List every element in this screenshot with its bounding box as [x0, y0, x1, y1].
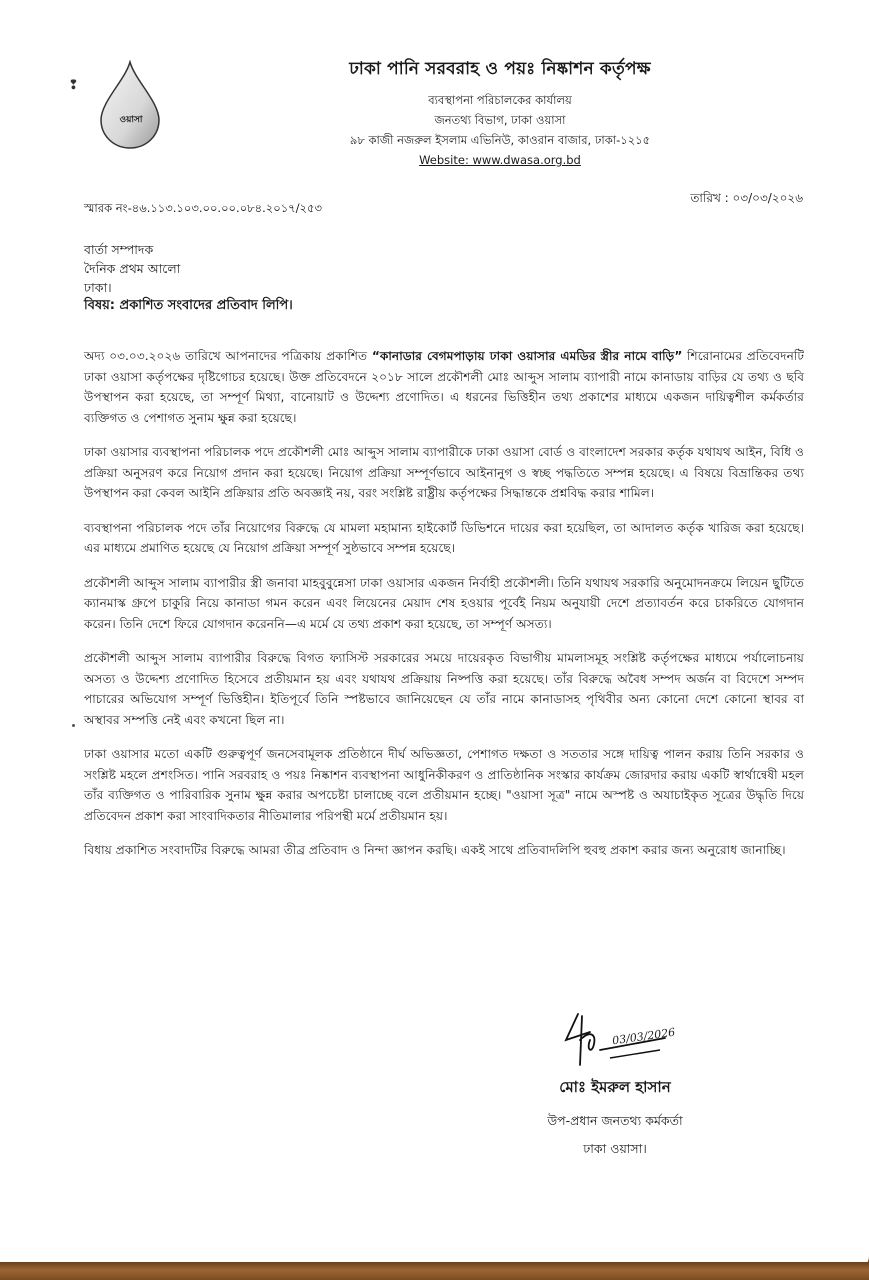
- stray-ink-mark: ❢: [68, 78, 79, 93]
- paragraph-text: শিরোনামের প্রতিবেদনটি ঢাকা ওয়াসা কর্তৃপক্ষের দৃষ্টিগোচর হয়েছে। উক্ত প্রতিবেদনে ২০১৮ সালে প্রকৌশলী মোঃ আব্দুস সালাম ব্যাপারী নামে কানাডায় বাড়ির যে তথ্য ও ছবি উপস্থাপন করা হয়েছে, তা সম্পূর্ণ মিথ্যা, বানোয়াট ও উদ্দেশ্য প্রণোদিত। এ ধরনের ভিত্তিহীন তথ্য প্রকাশের মাধ্যমে একজন দায়িত্বশীল কর্মকর্তার ব্যক্তিগত ও পেশাগত সুনাম ক্ষুন্ন করা হয়েছে।: [84, 349, 804, 425]
- margin-dot: [72, 724, 75, 727]
- office-name: ব্যবস্থাপনা পরিচালকের কার্যালয়: [428, 93, 572, 107]
- handwritten-signature: [500, 1010, 730, 1072]
- department-name: জনতথ্য বিভাগ, ঢাকা ওয়াসা: [434, 113, 566, 127]
- paragraph: [84, 346, 804, 428]
- subject-line: বিষয়: প্রকাশিত সংবাদের প্রতিবাদ লিপি।: [84, 298, 293, 313]
- wooden-surface: [0, 1262, 869, 1280]
- water-drop-icon: [95, 60, 165, 150]
- letterhead: [260, 56, 740, 170]
- memo-number: স্মারক নং-৪৬.১১৩.১০৩.০০.০০.০৮৪.২০১৭/২৫৩: [84, 201, 322, 215]
- paragraph: ব্যবস্থাপনা পরিচালক পদে তাঁর নিয়োগের বিরুদ্ধে যে মামলা মহামান্য হাইকোর্ট ডিভিশনে দায়ের করা হয়েছিল, তা আদালত কর্তৃক খারিজ করা হয়েছে। এর মাধ্যমে প্রমাণিত হয়েছে যে নিয়োগ প্রক্রিয়া সম্পূর্ণ সুষ্ঠভাবে সম্পন্ন হয়েছে।: [84, 520, 804, 555]
- letter-body: [84, 346, 804, 875]
- signer-name: মোঃ ইমরুল হাসান: [559, 1078, 671, 1096]
- addressee: [84, 240, 180, 297]
- letter-date: তারিখ : ০৩/০৩/২০২৬: [690, 191, 803, 205]
- paragraph: ঢাকা ওয়াসার মতো একটি গুরুত্বপূর্ণ জনসেবামূলক প্রতিষ্ঠানে দীর্ঘ অভিজ্ঞতা, পেশাগত দক্ষতা ও সততার সঙ্গে দায়িত্ব পালন করায় তিনি সরকার ও সংশ্লিষ্ট মহলে প্রশংসিত। পানি সরবরাহ ও পয়ঃ নিষ্কাশন ব্যবস্থাপনা আধুনিকীকরণ ও প্রাতিষ্ঠানিক সংস্কার কার্যক্রম জোরদার করায় একটি স্বার্থান্বেষী মহল তাঁর ব্যক্তিগত ও পারিবারিক সুনাম ক্ষুন্ন করার অপচেষ্টা চালাচ্ছে বলে প্রতীয়মান হচ্ছে। "ওয়াসা সূত্র" নামে অস্পষ্ট ও অযাচাইকৃত সূত্রের উদ্ধৃতি দিয়ে প্রতিবেদন প্রকাশ করা সাংবাদিকতার নীতিমালার পরিপন্থী মর্মে প্রতীয়মান হয়।: [84, 747, 804, 823]
- logo-text: ওয়াসা: [119, 115, 143, 125]
- office-address: ৯৮ কাজী নজরুল ইসলাম এভিনিউ, কাওরান বাজার, ঢাকা-১২১৫: [349, 133, 651, 147]
- signature-block: [500, 1010, 730, 1161]
- addressee-line: ঢাকা।: [84, 280, 112, 295]
- paragraph: প্রকৌশলী আব্দুস সালাম ব্যাপারীর স্ত্রী জনাবা মাহবুবুন্নেসা ঢাকা ওয়াসার একজন নির্বাহী প্রকৌশলী। তিনি যথাযথ সরকারি অনুমোদনক্রমে লিয়েন ছুটিতে ক্যানমাস্ক গ্রুপে চাকুরি নিয়ে কানাডা গমন করেন এবং লিয়েনের মেয়াদ শেষ হওয়ার পূর্বেই নিয়ম অনুযায়ী দেশে প্রত্যাবর্তন করে চাকরিতে যোগদান করেন। তিনি দেশে ফিরে যোগদান করেননি—এ মর্মে যে তথ্য প্রকাশ করা হয়েছে, তা সম্পূর্ণ অসত্য।: [84, 575, 804, 631]
- signer-title: উপ-প্রধান জনতথ্য কর্মকর্তা: [547, 1113, 683, 1128]
- paragraph: বিধায় প্রকাশিত সংবাদটির বিরুদ্ধে আমরা তীব্র প্রতিবাদ ও নিন্দা জ্ঞাপন করছি। একই সাথে প্রতিবাদলিপি হুবহু প্রকাশ করার জন্য অনুরোধ জানাচ্ছি।: [84, 843, 786, 857]
- paragraph-text: অদ্য ০৩.০৩.২০২৬ তারিখে আপনাদের পত্রিকায় প্রকাশিত: [84, 349, 372, 363]
- organization-name: ঢাকা পানি সরবরাহ ও পয়ঃ নিষ্কাশন কর্তৃপক্ষ: [349, 59, 651, 79]
- paragraph: ঢাকা ওয়াসার ব্যবস্থাপনা পরিচালক পদে প্রকৌশলী মোঃ আব্দুস সালাম ব্যাপারীকে ঢাকা ওয়াসা বোর্ড ও বাংলাদেশ সরকার কর্তৃক যথাযথ আইন, বিধি ও প্রক্রিয়া অনুসরণ করে নিয়োগ প্রদান করা হয়েছে। নিয়োগ প্রক্রিয়া সম্পূর্ণভাবে আইনানুগ ও স্বচ্ছ পদ্ধতিতে সম্পন্ন হয়েছে। এ বিষয়ে বিভ্রান্তিকর তথ্য উপস্থাপন করা কেবল আইনি প্রক্রিয়ার প্রতি অবজ্ঞাই নয়, বরং সংশ্লিষ্ট রাষ্ট্রীয় কর্তৃপক্ষের সিদ্ধান্তকে প্রশ্নবিদ্ধ করার শামিল।: [84, 445, 804, 500]
- signature-date: 03/03/2026: [611, 1025, 677, 1048]
- addressee-line: দৈনিক প্রথম আলো: [84, 261, 181, 276]
- website-link[interactable]: Website: www.dwasa.org.bd: [419, 153, 581, 167]
- signer-organization: ঢাকা ওয়াসা।: [583, 1141, 647, 1156]
- paragraph: প্রকৌশলী আব্দুস সালাম ব্যাপারীর বিরুদ্ধে বিগত ফ্যাসিস্ট সরকারের সময়ে দায়েরকৃত বিভাগীয় মামলাসমূহ সংশ্লিষ্ট কর্তৃপক্ষের মাধ্যমে পর্যালোচনায় অসত্য ও উদ্দেশ্য প্রণোদিত হিসেবে প্রতীয়মান হয় এবং যথাযথ প্রক্রিয়ায় নিষ্পত্তি করা হয়েছে। তাঁর বিরুদ্ধে অবৈধ সম্পদ অর্জন বা বিদেশে সম্পদ পাচারের অভিযোগ সম্পূর্ণ ভিত্তিহীন। ইতিপূর্বে তিনি স্পষ্টভাবে জানিয়েছেন যে তাঁর নামে কানাডাসহ পৃথিবীর অন্য কোনো দেশে কোনো স্থাবর বা অস্থাবর সম্পত্তি নেই এবং কখনো ছিল না।: [84, 651, 804, 727]
- addressee-line: বার্তা সম্পাদক: [84, 242, 154, 257]
- wasa-logo: [95, 60, 165, 150]
- news-headline: “কানাডার বেগমপাড়ায় ঢাকা ওয়াসার এমডির স্ত্রীর নামে বাড়ি”: [371, 349, 683, 363]
